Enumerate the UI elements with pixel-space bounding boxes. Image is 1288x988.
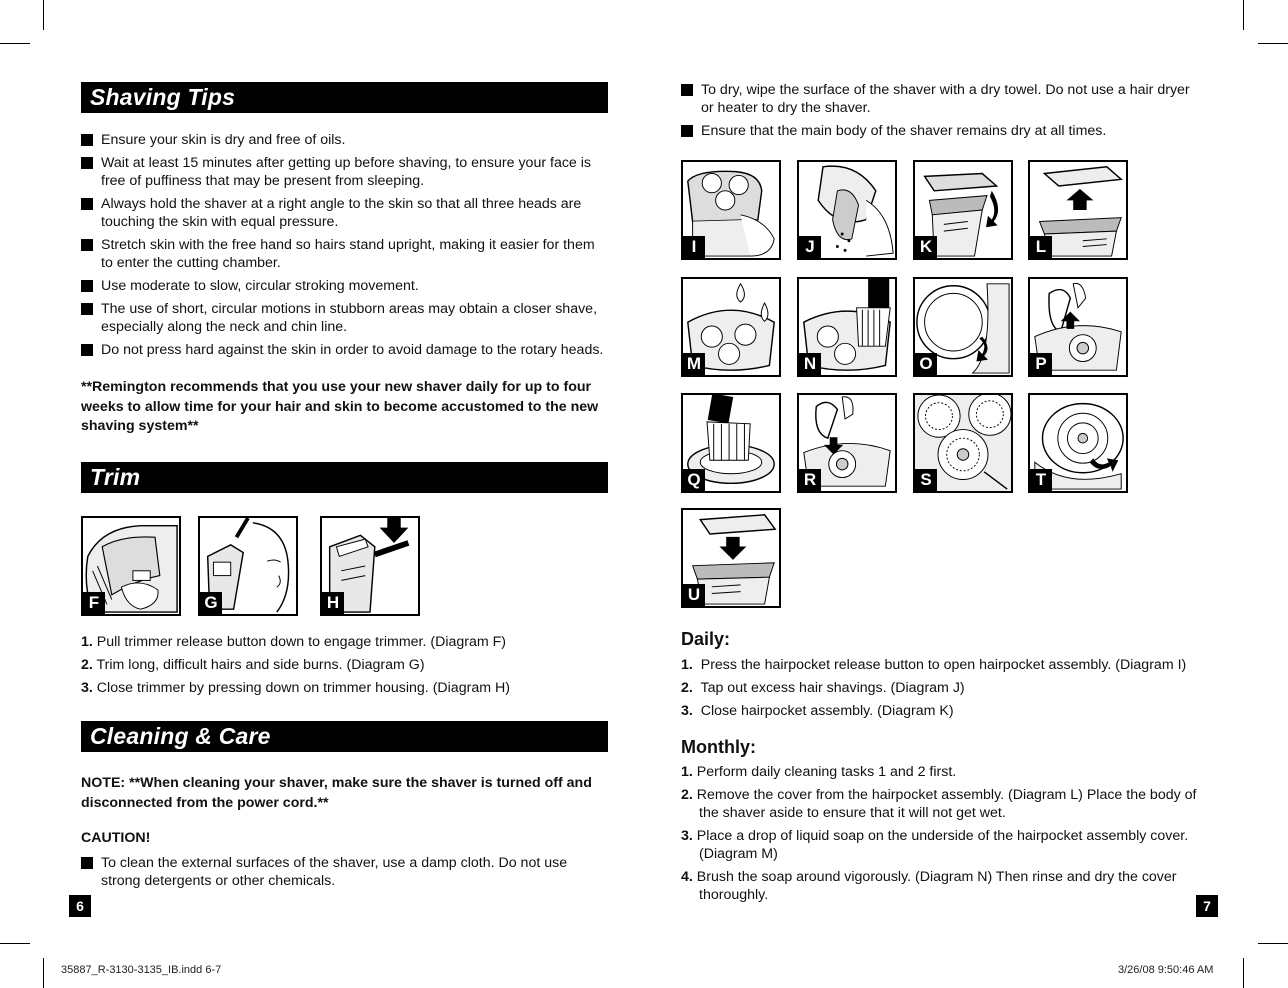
list-item: Wait at least 15 minutes after getting up before shaving, to ensure your face is free of puffiness that may be present from sleeping. (81, 154, 607, 190)
diagram-label: G (200, 592, 222, 614)
diagram-label: O (915, 353, 937, 375)
diagram-label: S (915, 469, 937, 491)
drying-list (681, 81, 1201, 145)
diagram-label: F (83, 592, 105, 614)
date-slug: 3/26/08 9:50:46 AM (1118, 964, 1214, 976)
list-item: Always hold the shaver at a right angle to the skin so that all three heads are touching the skin with equal pressure. (81, 195, 607, 231)
diagram-label: R (799, 469, 821, 491)
crop-mark (1243, 958, 1244, 988)
bullet-square-icon (81, 198, 93, 210)
diagram-label: I (683, 236, 705, 258)
crop-mark (1258, 43, 1288, 44)
cleaning-note: NOTE: **When cleaning your shaver, make sure the shaver is turned off and disconnected from the power cord.** (81, 775, 592, 811)
diagram-i (681, 160, 781, 260)
page-number: 6 (69, 895, 91, 917)
diagram-h (320, 516, 420, 616)
bullet-square-icon (681, 125, 693, 137)
list-item: 3. Place a drop of liquid soap on the underside of the hairpocket assembly cover. (Diagram M) (681, 828, 1189, 862)
bullet-square-icon (681, 84, 693, 96)
crop-mark (43, 0, 44, 30)
caution-label: CAUTION! (81, 830, 151, 846)
list-item: Stretch skin with the free hand so hairs stand upright, making it easier for them to enter the cutting chamber. (81, 236, 607, 272)
list-item: 3. Close trimmer by pressing down on trimmer housing. (Diagram H) (81, 680, 510, 696)
bullet-square-icon (81, 857, 93, 869)
list-item: 1. Press the hairpocket release button to open hairpocket assembly. (Diagram I) (681, 657, 1187, 673)
crop-mark (0, 43, 30, 44)
daily-heading: Daily: (681, 629, 731, 649)
list-item: The use of short, circular motions in stubborn areas may obtain a closer shave, especially along the neck and chin line. (81, 300, 607, 336)
diagram-s (913, 393, 1013, 493)
diagram-label: M (683, 353, 705, 375)
diagram-label: J (799, 236, 821, 258)
diagram-label: L (1030, 236, 1052, 258)
diagram-label: T (1030, 469, 1052, 491)
crop-mark (0, 943, 30, 944)
diagram-f (81, 516, 181, 616)
monthly-heading: Monthly: (681, 737, 756, 757)
list-item: Do not press hard against the skin in order to avoid damage to the rotary heads. (81, 341, 607, 359)
remington-recommendation-note: **Remington recommends that you use your new shaver daily for up to four weeks to allow time for your hair and skin to become accustomed to the new shaving system** (81, 379, 599, 434)
list-item: Ensure that the main body of the shaver remains dry at all times. (681, 122, 1201, 140)
list-item: 1. Perform daily cleaning tasks 1 and 2 first. (681, 764, 957, 780)
list-item: 1. Pull trimmer release button down to engage trimmer. (Diagram F) (81, 634, 507, 650)
diagram-g (198, 516, 298, 616)
list-item: To dry, wipe the surface of the shaver with a dry towel. Do not use a hair dryer or heater to dry the shaver. (681, 81, 1201, 117)
list-item: Use moderate to slow, circular stroking movement. (81, 277, 607, 295)
file-slug: 35887_R-3130-3135_IB.indd 6-7 (61, 964, 222, 976)
diagram-p (1028, 277, 1128, 377)
section-header-cleaning-care: Cleaning & Care (81, 721, 608, 752)
bullet-square-icon (81, 134, 93, 146)
list-item: 2. Remove the cover from the hairpocket assembly. (Diagram L) Place the body of the shaver aside to ensure that it will not get wet. (681, 787, 1197, 821)
diagram-label: P (1030, 353, 1052, 375)
diagram-t (1028, 393, 1128, 493)
bullet-square-icon (81, 239, 93, 251)
diagram-n (797, 277, 897, 377)
diagram-r (797, 393, 897, 493)
shaving-tips-list (81, 131, 607, 364)
bullet-square-icon (81, 344, 93, 356)
list-item: 2. Tap out excess hair shavings. (Diagram J) (681, 680, 965, 696)
diagram-j (797, 160, 897, 260)
bullet-square-icon (81, 280, 93, 292)
daily-steps-list (681, 656, 1201, 725)
cleaning-list (81, 854, 607, 895)
crop-mark (43, 958, 44, 988)
diagram-label: U (683, 584, 705, 606)
trim-steps-list (81, 633, 608, 702)
page-number: 7 (1196, 895, 1218, 917)
diagram-o (913, 277, 1013, 377)
diagram-label: Q (683, 469, 705, 491)
diagram-label: K (915, 236, 937, 258)
diagram-u (681, 508, 781, 608)
list-item: 3. Close hairpocket assembly. (Diagram K) (681, 703, 954, 719)
crop-mark (1258, 943, 1288, 944)
diagram-l (1028, 160, 1128, 260)
section-header-trim: Trim (81, 462, 608, 493)
list-item: Ensure your skin is dry and free of oils. (81, 131, 607, 149)
list-item: 4. Brush the soap around vigorously. (Diagram N) Then rinse and dry the cover thoroughly. (681, 869, 1177, 903)
section-header-shaving-tips: Shaving Tips (81, 82, 608, 113)
crop-mark (1243, 0, 1244, 30)
diagram-label: H (322, 592, 344, 614)
list-item: 2. Trim long, difficult hairs and side burns. (Diagram G) (81, 657, 425, 673)
bullet-square-icon (81, 157, 93, 169)
diagram-k (913, 160, 1013, 260)
diagram-q (681, 393, 781, 493)
monthly-steps-list (681, 763, 1201, 909)
bullet-square-icon (81, 303, 93, 315)
diagram-m (681, 277, 781, 377)
diagram-label: N (799, 353, 821, 375)
list-item: To clean the external surfaces of the shaver, use a damp cloth. Do not use strong detergents or other chemicals. (81, 854, 607, 890)
